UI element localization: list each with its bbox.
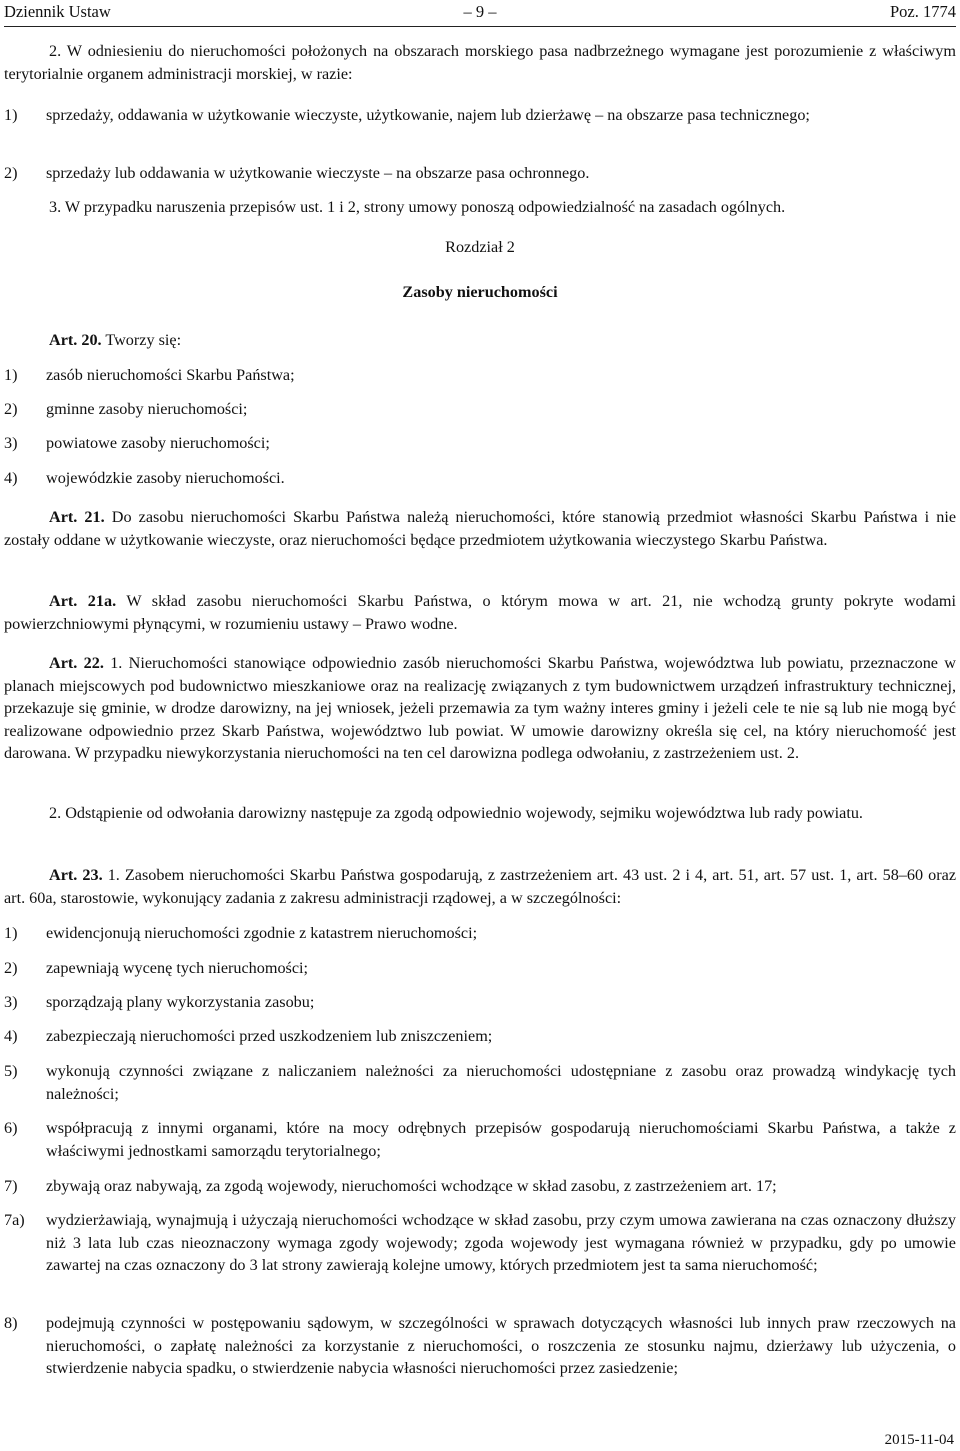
article-label: Art. 21. bbox=[49, 508, 105, 526]
article-text: 1. Nieruchomości stanowiące odpowiednio zasób nieruchomości Skarbu Państwa, województwa lub powiatu, przeznaczone w planach miejscowych pod budownictwo mieszkaniowe oraz na realizację związanych z tym budownictwem urządzeń infrastruktury technicznej, przekazuje się gminie, w drodze darowizny, na jej wniosek, jeżeli przemawia za tym ważny interes gminy i jeżeli cele te nie są lub nie mogą być realizowane odpowiednio przez Skarb Państwa, województwo lub powiat. W umowie darowizny określa się cel, na który nieruchomość jest darowana. W przypadku niewykorzystania nieruchomości na ten cel darowizna podlega odwołaniu, z zastrzeżeniem ust. 2. bbox=[4, 654, 957, 762]
article-text: 1. Zasobem nieruchomości Skarbu Państwa gospodarują, z zastrzeżeniem art. 43 ust. 2 i 4, art. 51, art. 57 ust. 1, art. 58–60 oraz art. 60a, starostowie, wykonujący zadania z zakresu administracji rządowej, a w szczególności: bbox=[4, 866, 957, 907]
article-text: Tworzy się: bbox=[101, 331, 182, 349]
item-text: sporządzają plany wykorzystania zasobu; bbox=[46, 993, 315, 1011]
item-text: powiatowe zasoby nieruchomości; bbox=[46, 434, 270, 452]
item-text: współpracują z innymi organami, które na mocy odrębnych przepisów gospodarują nieruchomościami Skarbu Państwa, a także z właściwymi jednostkami samorządu terytorialnego; bbox=[46, 1119, 956, 1160]
list-item bbox=[4, 364, 956, 387]
item-number: 1) bbox=[4, 366, 18, 384]
item-text: wojewódzkie zasoby nieruchomości. bbox=[46, 469, 285, 487]
item-text: zbywają oraz nabywają, za zgodą wojewody, nieruchomości wchodzące w skład zasobu, z zastrzeżeniem art. 17; bbox=[46, 1177, 777, 1195]
art19-paragraph-2: 2. W odniesieniu do nieruchomości położonych na obszarach morskiego pasa nadbrzeżnego wymagane jest porozumienie z właściwym terytorialnie organem administracji morskiej, w razie: bbox=[4, 42, 956, 83]
item-text: podejmują czynności w postępowaniu sądowym, w szczególności w sprawach dotyczących własności lub innych praw rzeczowych na nieruchomości, o zapłatę należności za korzystanie z nieruchomości, o roszczenia ze stosunku najmu, dzierżawy lub użyczenia, o stwierdzenie nabycia spadku, o stwierdzenie nabycia własności nieruchomości przez zasiedzenie; bbox=[46, 1314, 956, 1377]
item-number: 1) bbox=[4, 924, 18, 942]
item-text: zapewniają wycenę tych nieruchomości; bbox=[46, 959, 309, 977]
article-label: Art. 23. bbox=[49, 866, 103, 884]
footer-date: 2015-11-04 bbox=[884, 1431, 954, 1448]
list-item bbox=[4, 1175, 956, 1198]
list-item bbox=[4, 162, 956, 185]
item-number: 7a) bbox=[4, 1211, 25, 1229]
list-item bbox=[4, 1312, 956, 1380]
list-item bbox=[4, 467, 956, 490]
list-item bbox=[4, 922, 956, 945]
item-text: sprzedaży lub oddawania w użytkowanie wieczyste – na obszarze pasa ochronnego. bbox=[46, 164, 590, 182]
list-item bbox=[4, 1117, 956, 1162]
article-label: Art. 20. bbox=[49, 331, 102, 349]
chapter-label: Rozdział 2 bbox=[445, 238, 515, 256]
item-text: gminne zasoby nieruchomości; bbox=[46, 400, 248, 418]
journal-title: Dziennik Ustaw bbox=[4, 2, 111, 21]
page-header bbox=[4, 0, 956, 27]
page-number: – 9 – bbox=[463, 2, 497, 21]
art19-paragraph-3: 3. W przypadku naruszenia przepisów ust. 1 i 2, strony umowy ponoszą odpowiedzialność na zasadach ogólnych. bbox=[49, 198, 786, 216]
art23 bbox=[4, 864, 956, 909]
item-text: zabezpieczają nieruchomości przed uszkodzeniem lub zniszczeniem; bbox=[46, 1027, 493, 1045]
item-number: 6) bbox=[4, 1119, 18, 1137]
list-item bbox=[4, 991, 956, 1014]
item-text: zasób nieruchomości Skarbu Państwa; bbox=[46, 366, 295, 384]
item-number: 1) bbox=[4, 106, 18, 124]
article-text: Do zasobu nieruchomości Skarbu Państwa należą nieruchomości, które stanowią przedmiot własności Skarbu Państwa i nie zostały oddane w użytkowanie wieczyste, oraz nieruchomości będące przedmiotem użytkowania wieczystego Skarbu Państwa. bbox=[4, 508, 956, 549]
item-text: wykonują czynności związane z naliczaniem należności za nieruchomości udostępniane z zasobu oraz prowadzą windykację tych należności; bbox=[46, 1062, 956, 1103]
item-number: 4) bbox=[4, 469, 18, 487]
item-text: ewidencjonują nieruchomości zgodnie z katastrem nieruchomości; bbox=[46, 924, 478, 942]
list-item bbox=[4, 432, 956, 455]
list-item bbox=[4, 957, 956, 980]
art21 bbox=[4, 506, 956, 551]
item-number: 2) bbox=[4, 164, 18, 182]
item-text: wydzierżawiają, wynajmują i użyczają nieruchomości wchodzące w skład zasobu, przy czym umowa zawierana na czas oznaczony dłuższy niż 3 lata lub czas nieoznaczony wymaga zgody wojewody; zgoda wojewody jest wymagana również w przypadku, gdy po umowie zawartej na czas oznaczony do 3 lat strony zawierają kolejne umowy, których przedmiotem jest ta sama nieruchomość; bbox=[46, 1211, 956, 1274]
item-text: sprzedaży, oddawania w użytkowanie wieczyste, użytkowanie, najem lub dzierżawę – na obszarze pasa technicznego; bbox=[46, 106, 810, 124]
art20-heading bbox=[4, 329, 956, 352]
list-item bbox=[4, 1060, 956, 1105]
art21a bbox=[4, 590, 956, 635]
item-number: 2) bbox=[4, 959, 18, 977]
article-label: Art. 21a. bbox=[49, 592, 117, 610]
article-label: Art. 22. bbox=[49, 654, 104, 672]
item-number: 4) bbox=[4, 1027, 18, 1045]
list-item bbox=[4, 104, 956, 127]
item-number: 8) bbox=[4, 1314, 18, 1332]
article-text: W skład zasobu nieruchomości Skarbu Państwa, o którym mowa w art. 21, nie wchodzą grunty pokryte wodami powierzchniowymi płynącymi, w rozumieniu ustawy – Prawo wodne. bbox=[4, 592, 957, 633]
item-number: 3) bbox=[4, 434, 18, 452]
item-number: 2) bbox=[4, 400, 18, 418]
position-number: Poz. 1774 bbox=[890, 2, 956, 21]
art22 bbox=[4, 652, 956, 765]
list-item bbox=[4, 1209, 956, 1277]
list-item bbox=[4, 398, 956, 421]
item-number: 3) bbox=[4, 993, 18, 1011]
item-number: 7) bbox=[4, 1177, 18, 1195]
item-number: 5) bbox=[4, 1062, 18, 1080]
chapter-title: Zasoby nieruchomości bbox=[402, 283, 558, 301]
list-item bbox=[4, 1025, 956, 1048]
art22-paragraph-2: 2. Odstąpienie od odwołania darowizny następuje za zgodą odpowiednio wojewody, sejmiku województwa lub rady powiatu. bbox=[49, 804, 863, 822]
